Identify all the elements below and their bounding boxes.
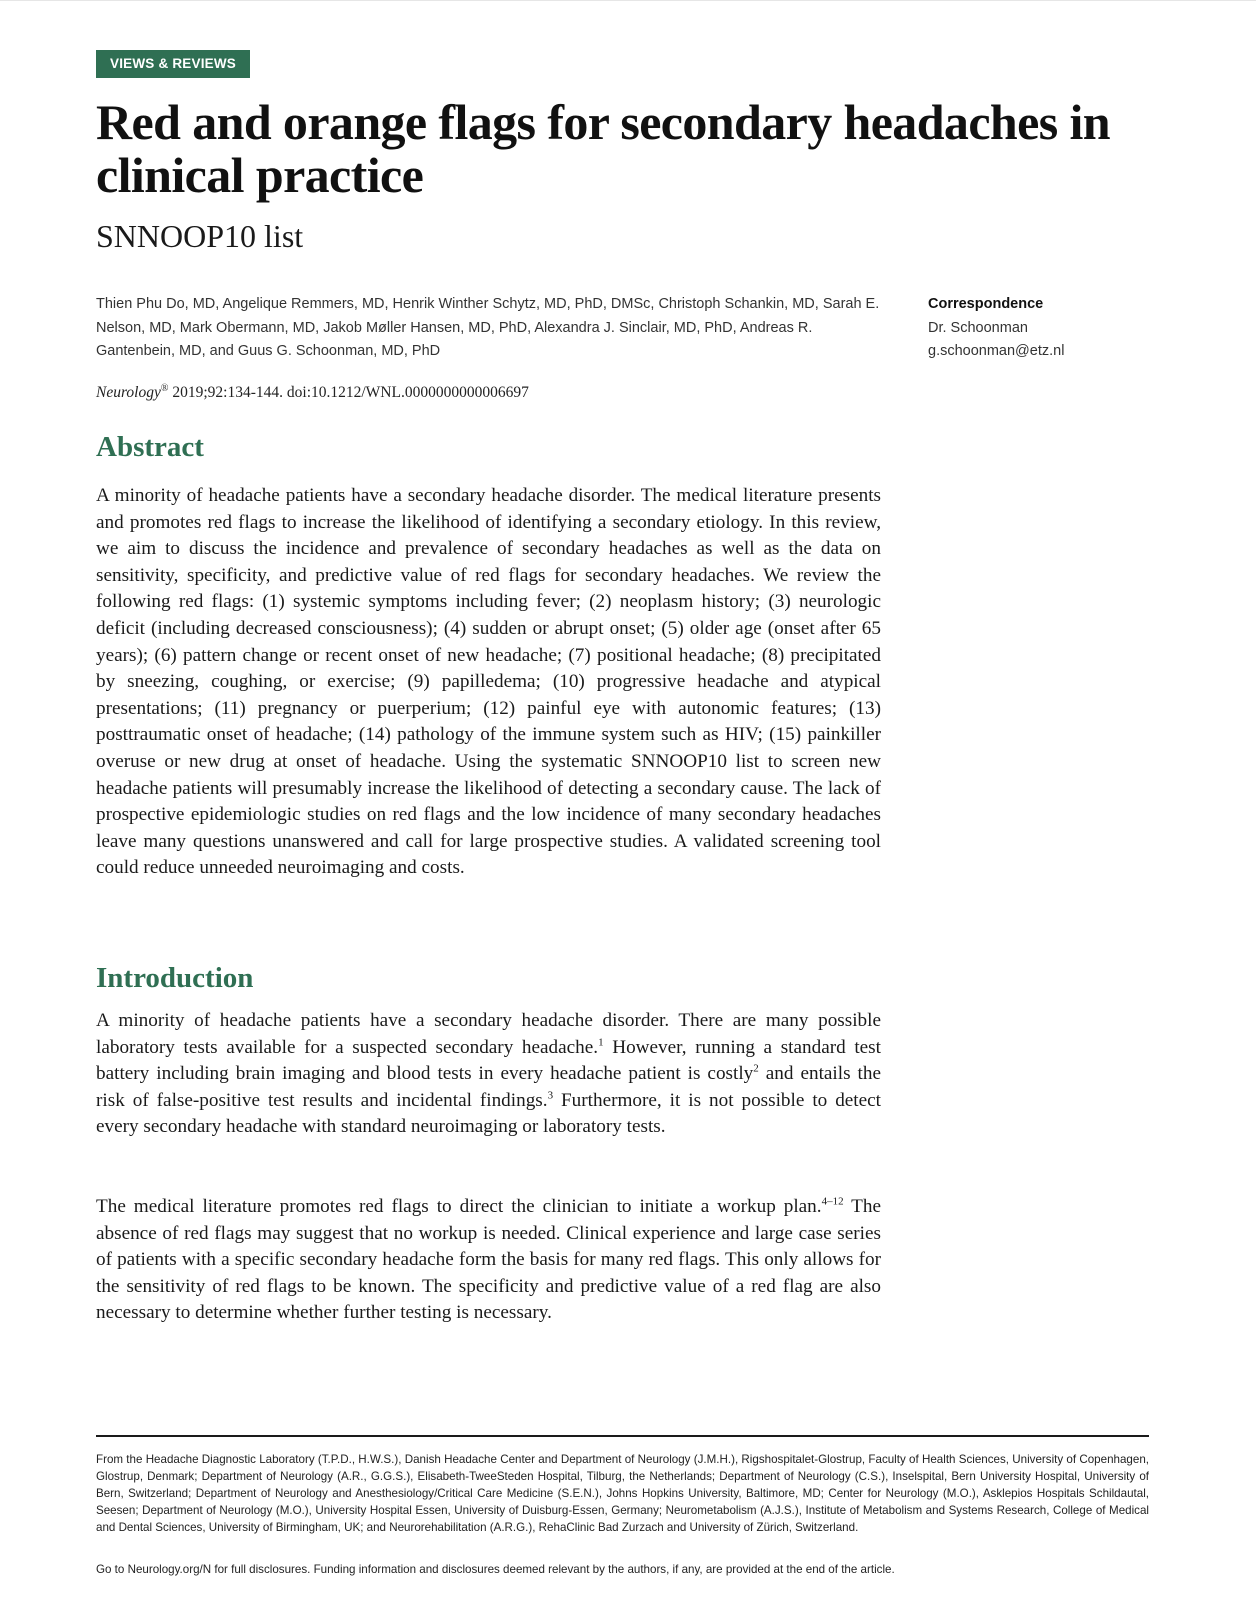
citation-details: 2019;92:134-144. doi:10.1212/WNL.0000000000006697	[168, 384, 529, 402]
correspondence-heading: Correspondence	[928, 296, 1044, 312]
affiliations-footnote: From the Headache Diagnostic Laboratory (T.P.D., H.W.S.), Danish Headache Center and Department of Neurology (J.M.H.), Rigshospitalet-Glostrup, Faculty of Health Sciences, University of Copenhagen, Glostrup, Denmark; Department of Neurology (A.R., G.G.S.), Elisabeth-TweeSteden Hospital, Tilburg, the Netherlands; Department of Neurology (C.S.), Inselspital, Bern University Hospital, University of Bern, Switzerland; Department of Neurology and Anesthesiology/Critical Care Medicine (S.E.N.), Johns Hopkins University, Baltimore, MD; Center for Neurology (M.O.), Asklepios Hospitals Schildautal, Seesen; Department of Neurology (M.O.), University Hospital Essen, University of Duisburg-Essen, Germany; Neurometabolism (A.J.S.), Institute of Metabolism and Systems Research, College of Medical and Dental Sciences, University of Birmingham, UK; and Neurorehabilitation (A.R.G.), RehaClinic Bad Zurzach and University of Zürich, Switzerland.	[96, 1453, 1149, 1534]
correspondence-email[interactable]: g.schoonman@etz.nl	[928, 343, 1065, 359]
citation-line	[96, 378, 529, 404]
disclosure-note: Go to Neurology.org/N for full disclosures. Funding information and disclosures deemed relevant by the authors, if any, are provided at the end of the article.	[96, 1563, 895, 1576]
author-list: Thien Phu Do, MD, Angelique Remmers, MD, Henrik Winther Schytz, MD, PhD, DMSc, Christoph Schankin, MD, Sarah E. Nelson, MD, Mark Obermann, MD, Jakob Møller Hansen, MD, PhD, Alexandra J. Sinclair, MD, PhD, Andreas R. Gantenbein, MD, and Guus G. Schoonman, MD, PhD	[96, 296, 880, 359]
journal-name: Neurology	[96, 384, 161, 402]
introduction-heading: Introduction	[96, 962, 254, 994]
abstract-heading: Abstract	[96, 431, 204, 463]
correspondence-block	[928, 293, 1168, 364]
introduction-paragraph-1	[96, 1008, 881, 1141]
footer-divider	[96, 1435, 1149, 1437]
correspondence-name: Dr. Schoonman	[928, 319, 1028, 336]
article-title: Red and orange flags for secondary headaches in clinical practice	[96, 94, 1110, 203]
intro-p1-text-4: Furthermore, it is not possible to detect every secondary headache with standard neuroimaging or laboratory tests.	[96, 1089, 882, 1138]
reference-4-12[interactable]: 4–12	[821, 1195, 844, 1208]
article-subtitle: SNNOOP10 list	[96, 218, 304, 254]
introduction-paragraph-2	[96, 1194, 881, 1327]
reference-2[interactable]: 2	[753, 1062, 759, 1075]
abstract-text: A minority of headache patients have a secondary headache disorder. The medical literature presents and promotes red flags to increase the likelihood of identifying a secondary etiology. In this review, we aim to discuss the incidence and prevalence of secondary headaches as well as the data on sensitivity, specificity, and predictive value of red flags for secondary headaches. We review the following red flags: (1) systemic symptoms including fever; (2) neoplasm history; (3) neurologic deficit (including decreased consciousness); (4) sudden or abrupt onset; (5) older age (onset after 65 years); (6) pattern change or recent onset of new headache; (7) positional headache; (8) precipitated by sneezing, coughing, or exercise; (9) papilledema; (10) progressive headache and atypical presentations; (11) pregnancy or puerperium; (12) painful eye with autonomic features; (13) posttraumatic onset of headache; (14) pathology of the immune system such as HIV; (15) painkiller overuse or new drug at onset of headache. Using the systematic SNNOOP10 list to screen new headache patients will presumably increase the likelihood of detecting a secondary cause. The lack of prospective epidemiologic studies on red flags and the low incidence of many secondary headaches leave many questions unanswered and call for large prospective studies. A validated screening tool could reduce unneeded neuroimaging and costs.	[96, 485, 881, 879]
section-badge: VIEWS & REVIEWS	[96, 50, 250, 78]
top-border	[0, 0, 1256, 1]
intro-p2-text-1: The medical literature promotes red flags to direct the clinician to initiate a workup plan.	[96, 1196, 822, 1217]
intro-p1-text-3: and entails the risk of false-positive test results and incidental findings.	[96, 1063, 881, 1111]
reference-1[interactable]: 1	[598, 1036, 604, 1049]
intro-p1-text-2: However, running a standard test battery including brain imaging and blood tests in every headache patient is costly	[96, 1036, 881, 1085]
reference-3[interactable]: 3	[547, 1089, 554, 1102]
intro-p2-text-2: The absence of red flags may suggest that no workup is needed. Clinical experience and large case series of patients with a specific secondary headache form the basis for many red flags. This only allows for the sensitivity of red flags to be known. The specificity and predictive value of a red flag are also necessary to determine whether further testing is necessary.	[96, 1196, 881, 1324]
registered-mark: ®	[160, 383, 169, 394]
intro-p1-text-1: A minority of headache patients have a secondary headache disorder. There are many possible laboratory tests available for a suspected secondary headache.	[96, 1010, 881, 1058]
